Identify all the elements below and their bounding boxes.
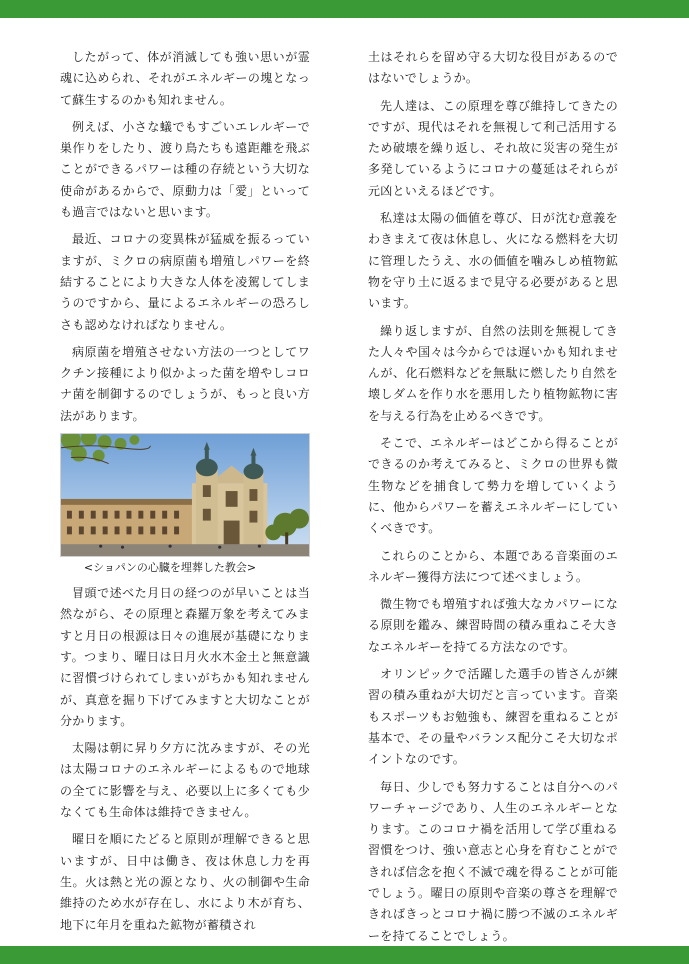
paragraph: 太陽は朝に昇り夕方に沈みますが、その光は太陽コロナのエネルギーによるもので地球の全てに影響を与え、必要以上に多くても少なくても生命体は維持できません。 <box>60 741 310 820</box>
paragraph: 病原菌を増殖させない方法の一つとしてワクチン接種により似かよった菌を増やしコロナ菌を制御するのでしょうが、もっと良い方法があります。 <box>60 344 310 423</box>
top-green-bar <box>0 0 689 18</box>
church-illustration <box>61 434 309 556</box>
paragraph: したがって、体が消滅しても強い思いが霊魂に込められ、それがエネルギーの塊となって蘇生するのかも知れません。 <box>60 50 310 107</box>
paragraph: 最近、コロナの変異株が猛威を振るっていますが、ミクロの病原菌も増殖しパワーを終結することにより大きな人体を凌駕してしまうのですから、量によるエネルギーの恐ろしさも認めなければなりません。 <box>60 232 310 332</box>
paragraph: 曜日を順にたどると原則が理解できると思いますが、日中は働き、夜は休息し力を再生。火は熱と光の源となり、火の制御や生命維持のため水が存在し、水により木が育ち、地下に年月を重ねた鉱物が蓄積され <box>60 832 310 932</box>
paragraph: 私達は太陽の価値を尊び、日が沈む意義をわきまえて夜は休息し、火になる燃料を大切に管理したうえ、水の価値を噛みしめ植物鉱物を守り土に返るまで見守る必要があると思います。 <box>368 211 618 311</box>
paragraph: 先人達は、この原理を尊び維持してきたのですが、現代はそれを無視して利己活用するため破壊を繰り返し、それ故に災害の発生が多発しているようにコロナの蔓延はそれらが元凶といえるほどです。 <box>368 98 618 198</box>
paragraph: 冒頭で述べた月日の経つのが早いことは当然ながら、その原理と森羅万象を考えてみますと月日の根源は日々の進展が基礎になります。つまり、曜日は日月火水木金土と無意識に習慣づけられてしまいがちかも知れませんが、真意を掘り下げてみますと大切なことが分かります。 <box>60 586 310 728</box>
paragraph: 例えば、小さな蟻でもすごいエレルギーで巣作りをしたり、渡り鳥たちも遠距離を飛ぶことができるパワーは種の存続という大切な使命があるからで、原動力は「愛」といっても過言ではないと思います。 <box>60 119 310 220</box>
photo-caption: <ショパンの心臓を埋葬した教会> <box>83 561 257 575</box>
paragraph: そこで、エネルギーはどこから得ることができるのか考えてみると、ミクロの世界も微生物などを捕食して勢力を増していくように、他からパワーを蓄えエネルギーにしていくべきです。 <box>368 436 618 536</box>
paragraph: 微生物でも増殖すれば強大なカパワーになる原則を鑑み、練習時間の積み重ねこそ大きなエネルギーを持てる方法なのです。 <box>368 597 618 654</box>
church-photo <box>60 433 310 557</box>
bottom-green-bar <box>0 946 689 964</box>
left-column <box>60 47 310 942</box>
right-column <box>368 47 618 953</box>
paragraph: オリンピックで活躍した選手の皆さんが練習の積み重ねが大切だと言っています。音楽もスポーツもお勉強も、練習を重ねることが基本で、その量やバランス配分こそ大切なポイントなのです。 <box>368 667 618 767</box>
paragraph: これらのことから、本題である音楽面のエネルギー獲得方法につて述べましょう。 <box>368 548 618 584</box>
paragraph: 繰り返しますが、自然の法則を無視してきた人々や国々は今からでは遅いかも知れませんが、化石燃料などを無駄に燃したり自然を壊しダムを作り水を悪用したり植物鉱物に害を与える行為を止めるべきです。 <box>368 323 618 423</box>
paragraph: 毎日、少しでも努力することは自分へのパワーチャージであり、人生のエネルギーとなります。このコロナ禍を活用して学び重ねる習慣をつけ、強い意志と心身を育むことができれば信念を抱く不滅で魂を得ることが可能でしょう。曜日の原則や音楽の尊さを理解できればきっとコロナ禍に勝つ不滅のエネルギーを持てることでしょう。 <box>368 779 618 943</box>
paragraph: 土はそれらを留め守る大切な役目があるのではないでしょうか。 <box>368 50 618 86</box>
